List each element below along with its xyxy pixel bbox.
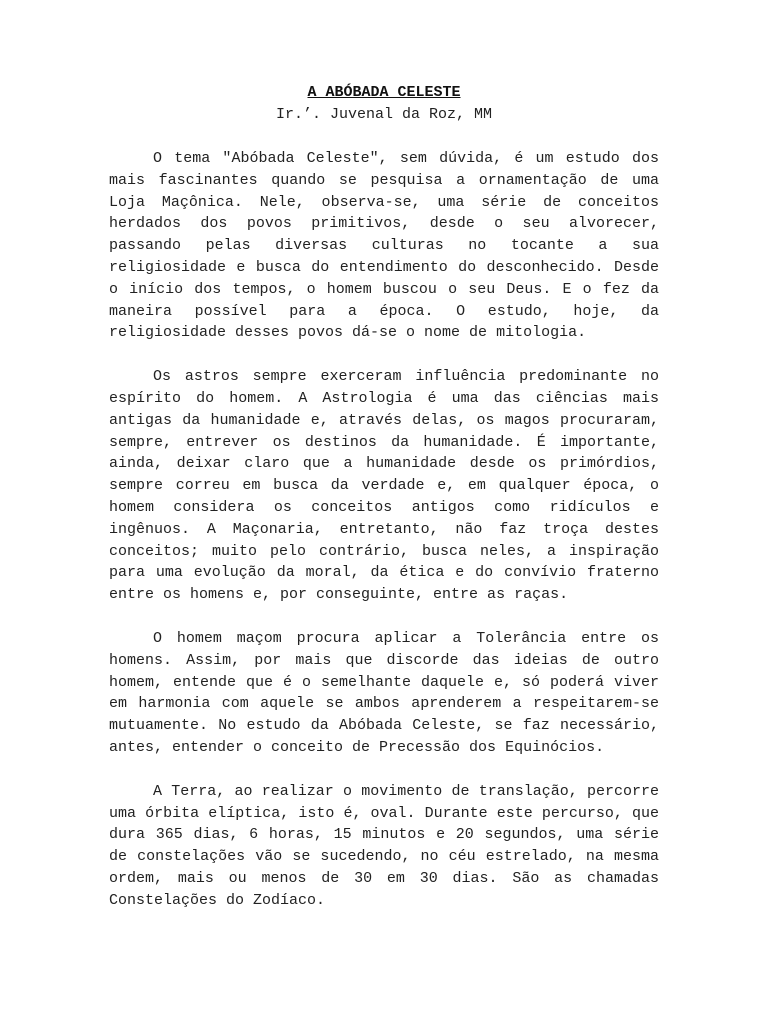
document-title: A ABÓBADA CELESTE (307, 84, 461, 101)
document-author: Ir.’. Juvenal da Roz, MM (275, 106, 493, 123)
paragraph: A Terra, ao realizar o movimento de translação, percorre uma órbita elíptica, isto é, oval. Durante este percurso, que dura 365 dias, 6 horas, 15 minutos e 20 segundos, uma série de constelações vão se sucedendo, no céu estrelado, na mesma ordem, mais ou menos de 30 em 30 dias. São as chamadas Constelações do Zodíaco. (109, 782, 659, 909)
paragraph: Os astros sempre exerceram influência predominante no espírito do homem. A Astrologia é uma das ciências mais antigas da humanidade e, através delas, os magos procuraram, sempre, entrever os destinos da humanidade. É importante, ainda, deixar claro que a humanidade desde os primórdios, sempre correu em busca da verdade e, em qualquer época, o homem considera os conceitos antigos como ridículos e ingênuos. A Maçonaria, entretanto, não faz troça destes conceitos; muito pelo contrário, busca neles, a inspiração para uma evolução da moral, da ética e do convívio fraterno entre os homens e, por conseguinte, entre as raças. (109, 368, 659, 604)
document-page (109, 82, 659, 934)
paragraph: O tema "Abóbada Celeste", sem dúvida, é um estudo dos mais fascinantes quando se pesquisa a ornamentação de uma Loja Maçônica. Nele, observa-se, uma série de conceitos herdados dos povos primitivos, desde o seu alvorecer, passando pelas diversas culturas no tocante a sua religiosidade e busca do entendimento do desconhecido. Desde o início dos tempos, o homem buscou o seu Deus. E o fez da maneira possível para a época. O estudo, hoje, da religiosidade desses povos dá-se o nome de mitologia. (109, 150, 659, 342)
paragraph: O homem maçom procura aplicar a Tolerância entre os homens. Assim, por mais que discorde das ideias de outro homem, entende que é o semelhante daquele e, só poderá viver em harmonia com aquele se ambos aprenderem a respeitarem-se mutuamente. No estudo da Abóbada Celeste, se faz necessário, antes, entender o conceito de Precessão dos Equinócios. (109, 629, 659, 756)
